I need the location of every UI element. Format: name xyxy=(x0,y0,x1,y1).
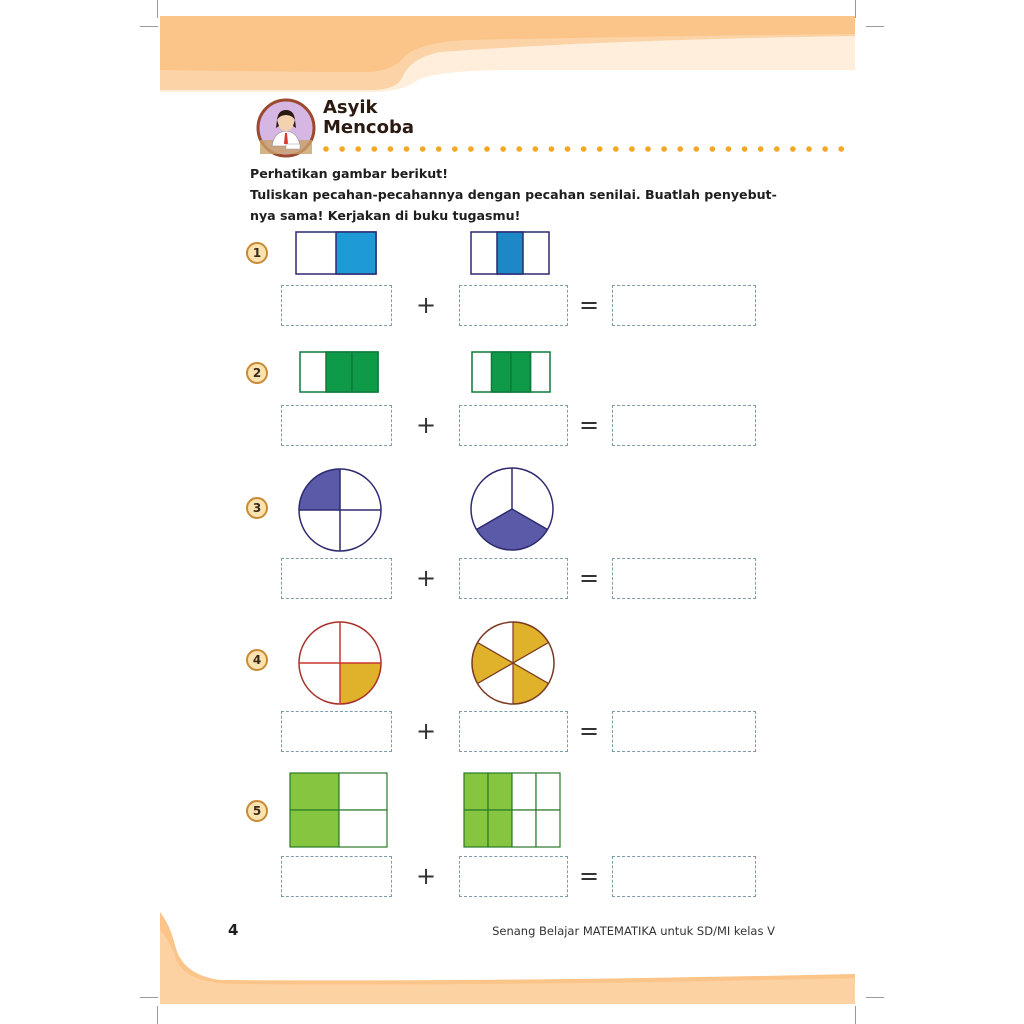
equals-sign: = xyxy=(578,564,600,592)
fraction-grid-left-5 xyxy=(289,772,389,849)
answer-box[interactable] xyxy=(459,558,568,599)
plus-sign: + xyxy=(415,411,437,439)
fraction-bar-right-2 xyxy=(471,351,553,394)
problem-number-3: 3 xyxy=(246,497,268,519)
answer-box[interactable] xyxy=(281,856,392,897)
equals-sign: = xyxy=(578,862,600,890)
problem-number-4: 4 xyxy=(246,649,268,671)
dotted-separator xyxy=(0,0,1024,160)
instruction-line-3: nya sama! Kerjakan di buku tugasmu! xyxy=(250,208,521,223)
book-title: Senang Belajar MATEMATIKA untuk SD/MI kelas V xyxy=(492,924,775,938)
page-number: 4 xyxy=(228,921,239,939)
fraction-circle-left-4 xyxy=(297,620,383,706)
fraction-circle-right-4 xyxy=(470,620,556,706)
plus-sign: + xyxy=(415,564,437,592)
fraction-bar-right-1 xyxy=(470,231,552,275)
answer-box[interactable] xyxy=(281,558,392,599)
answer-box[interactable] xyxy=(612,405,756,446)
problem-number-5: 5 xyxy=(246,800,268,822)
section-title-line1: Asyik xyxy=(323,97,378,118)
plus-sign: + xyxy=(415,291,437,319)
answer-box[interactable] xyxy=(459,285,568,326)
answer-box[interactable] xyxy=(459,405,568,446)
plus-sign: + xyxy=(415,862,437,890)
answer-box[interactable] xyxy=(612,558,756,599)
answer-box[interactable] xyxy=(281,711,392,752)
instruction-line-1: Perhatikan gambar berikut! xyxy=(250,166,448,181)
answer-box[interactable] xyxy=(612,711,756,752)
instruction-line-2: Tuliskan pecahan-pecahannya dengan pecahan senilai. Buatlah penyebut- xyxy=(250,187,777,202)
answer-box[interactable] xyxy=(459,856,568,897)
fraction-bar-left-1 xyxy=(295,231,377,275)
answer-box[interactable] xyxy=(612,856,756,897)
answer-box[interactable] xyxy=(459,711,568,752)
plus-sign: + xyxy=(415,717,437,745)
equals-sign: = xyxy=(578,291,600,319)
fraction-circle-left-3 xyxy=(297,467,383,553)
equals-sign: = xyxy=(578,717,600,745)
equals-sign: = xyxy=(578,411,600,439)
section-title-line2: Mencoba xyxy=(323,117,415,138)
answer-box[interactable] xyxy=(612,285,756,326)
problem-number-2: 2 xyxy=(246,362,268,384)
answer-box[interactable] xyxy=(281,405,392,446)
fraction-grid-right-5 xyxy=(463,772,563,849)
fraction-bar-left-2 xyxy=(299,351,381,394)
fraction-circle-right-3 xyxy=(469,466,555,552)
problem-number-1: 1 xyxy=(246,242,268,264)
answer-box[interactable] xyxy=(281,285,392,326)
